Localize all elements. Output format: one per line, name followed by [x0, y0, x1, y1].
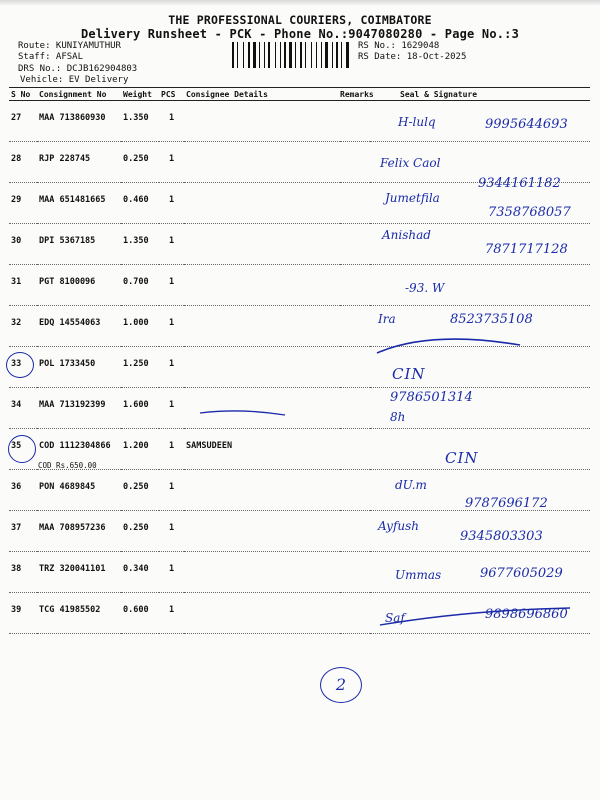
handwritten-signature: dU.m: [395, 478, 427, 492]
route-label: Route: KUNIYAMUTHUR: [18, 41, 121, 51]
cell-weight: 1.000: [121, 306, 159, 347]
cell-consignment: TCG 41985502: [37, 593, 121, 634]
cell-consignment: MAA 713192399: [37, 388, 121, 429]
page-mark: 2: [320, 667, 362, 703]
handwritten-signature: 8h: [390, 410, 406, 424]
cell-sno: 28: [9, 142, 37, 183]
cell-consignment: POL 1733450: [37, 347, 121, 388]
cell-consignment: MAA 713860930: [37, 101, 121, 142]
handwritten-signature: Jumetfila: [385, 191, 440, 205]
signature-scribble: [377, 339, 520, 353]
cell-weight: 1.250: [121, 347, 159, 388]
handwritten-signature: Felix Caol: [380, 156, 441, 170]
cell-pcs: 1: [159, 511, 184, 552]
col-consignment: Consignment No: [37, 88, 121, 101]
cell-sno: 37: [9, 511, 37, 552]
signature-scribble: [380, 608, 570, 625]
handwritten-phone: 9344161182: [478, 176, 561, 191]
handwritten-signature: Ummas: [395, 568, 442, 582]
handwritten-signature: -93. W: [405, 281, 445, 295]
col-weight: Weight: [121, 88, 159, 101]
cell-weight: 0.250: [121, 142, 159, 183]
handwritten-signature: Ayfush: [378, 519, 420, 533]
cell-pcs: 1: [159, 142, 184, 183]
col-remarks: Remarks: [340, 89, 374, 99]
handwritten-phone: 9995644693: [485, 117, 568, 132]
cell-sno: 39: [9, 593, 37, 634]
cell-pcs: 1: [159, 101, 184, 142]
cell-pcs: 1: [159, 552, 184, 593]
cell-pcs: 1: [159, 265, 184, 306]
cell-sno: 34: [9, 388, 37, 429]
handwritten-signature: Ira: [378, 312, 396, 326]
cell-weight: 1.600: [121, 388, 159, 429]
cell-consignment: COD 1112304866: [37, 429, 121, 470]
handwritten-signature: Saf: [385, 611, 405, 625]
cell-sno: 35: [9, 429, 37, 470]
cell-pcs: 1: [159, 470, 184, 511]
cell-consignment: DPI 5367185: [37, 224, 121, 265]
cell-weight: 0.250: [121, 470, 159, 511]
handwritten-signature: H-lulq: [398, 115, 436, 129]
cell-pcs: 1: [159, 429, 184, 470]
col-pcs: PCS: [159, 88, 184, 101]
cell-sno: 29: [9, 183, 37, 224]
cell-weight: 0.600: [121, 593, 159, 634]
handwritten-signature: CIN: [392, 365, 426, 383]
handwritten-phone: 9677605029: [480, 566, 563, 581]
staff-label: Staff: AFSAL: [18, 52, 84, 62]
cell-sno: 32: [9, 306, 37, 347]
cell-sno: 38: [9, 552, 37, 593]
cell-consignment: MAA 708957236: [37, 511, 121, 552]
handwritten-signature: CIN: [445, 449, 479, 467]
cell-weight: 0.340: [121, 552, 159, 593]
handwritten-phone: 7871717128: [485, 242, 568, 257]
cell-pcs: 1: [159, 347, 184, 388]
company-title: THE PROFESSIONAL COURIERS, COIMBATORE: [168, 13, 432, 27]
rs-date: RS Date: 18-Oct-2025: [358, 52, 467, 62]
strike-through: [200, 411, 285, 415]
cell-consignment: RJP 228745: [37, 142, 121, 183]
handwritten-phone: 8523735108: [450, 312, 533, 327]
cell-sno: 27: [9, 101, 37, 142]
vehicle-label: Vehicle: EV Delivery: [20, 75, 129, 85]
col-consignee: Consignee Details: [184, 88, 340, 101]
cell-pcs: 1: [159, 183, 184, 224]
cell-consignment: TRZ 320041101: [37, 552, 121, 593]
handwritten-phone: 9786501314: [390, 390, 473, 405]
cell-consignment: EDQ 14554063: [37, 306, 121, 347]
drs-number: DRS No.: DCJB162904803: [18, 64, 138, 74]
cell-pcs: 1: [159, 593, 184, 634]
cell-weight: 1.350: [121, 101, 159, 142]
cell-sno: 31: [9, 265, 37, 306]
cell-weight: 0.250: [121, 511, 159, 552]
cell-consignment: PGT 8100096: [37, 265, 121, 306]
cell-sno: 33: [9, 347, 37, 388]
rs-number: RS No.: 1629048: [358, 41, 440, 51]
cell-weight: 1.200: [121, 429, 159, 470]
handwritten-phone: 7358768057: [488, 205, 571, 220]
cell-sno: 36: [9, 470, 37, 511]
handwritten-phone: 9898696860: [485, 607, 568, 622]
cod-amount: COD Rs.650.00: [38, 461, 97, 470]
cell-pcs: 1: [159, 388, 184, 429]
handwritten-phone: 9787696172: [465, 496, 548, 511]
col-sno: S No: [9, 88, 37, 101]
handwritten-signature: Anishad: [382, 228, 431, 242]
cell-consignment: MAA 651481665: [37, 183, 121, 224]
cell-consignee: SAMSUDEEN: [184, 429, 340, 470]
cell-weight: 0.460: [121, 183, 159, 224]
cell-sno: 30: [9, 224, 37, 265]
cell-weight: 0.700: [121, 265, 159, 306]
col-seal: Seal & Signature: [370, 88, 590, 101]
cell-weight: 1.350: [121, 224, 159, 265]
cell-consignment: PON 4689845: [37, 470, 121, 511]
handwritten-phone: 9345803303: [460, 529, 543, 544]
runsheet-title: Delivery Runsheet - PCK - Phone No.:9047080280 - Page No.:3: [80, 27, 520, 41]
cell-pcs: 1: [159, 224, 184, 265]
cell-pcs: 1: [159, 306, 184, 347]
